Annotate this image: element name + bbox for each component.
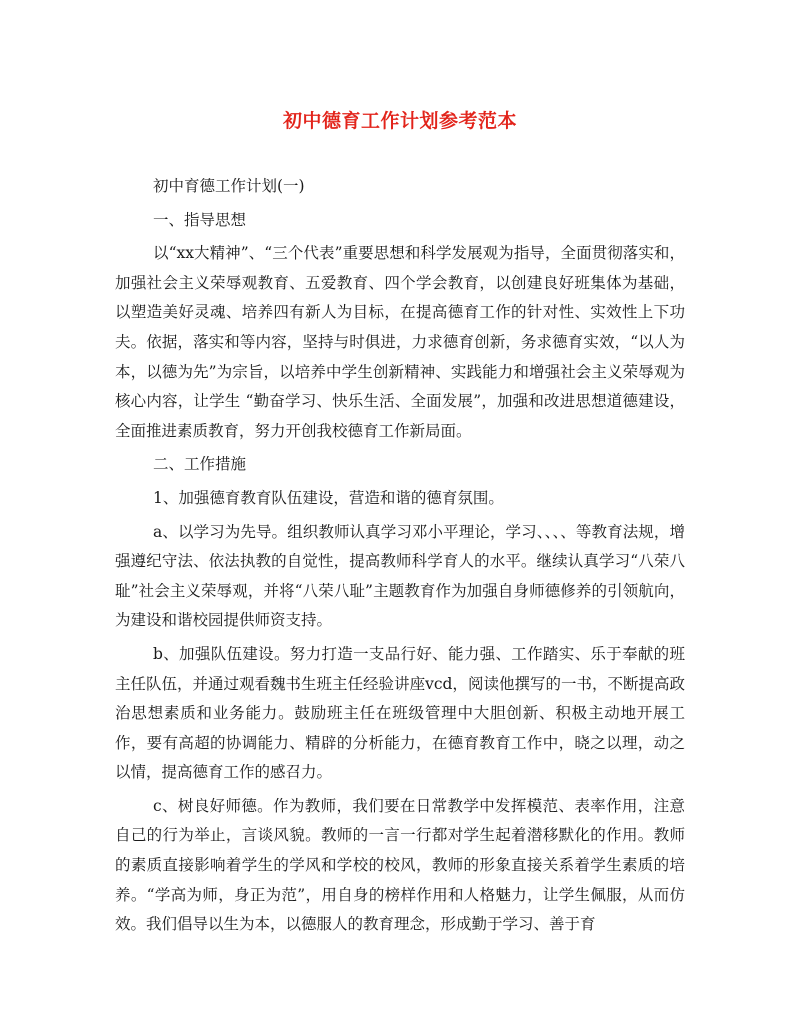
section-title: 初中育德工作计划(一)	[153, 177, 305, 195]
heading-work-measures: 二、工作措施	[153, 455, 247, 474]
paragraph-measure-a: a、以学习为先导。组织教师认真学习邓小平理论，学习、、、、等教育法规，增强遵纪守法、依法执教的自觉性，提高教师科学育人的水平。继续认真学习“八荣八耻”社会主义荣辱观，并将“八荣八耻”主题教育作为加强自身师德修养的引领航向，为建设和谐校园提供师资支持。	[115, 522, 685, 630]
document-title: 初中德育工作计划参考范本	[282, 110, 517, 132]
paragraph-measure-c: c、树良好师德。作为教师，我们要在日常教学中发挥模范、表率作用，注意自己的行为举止，言谈风貌。教师的一言一行都对学生起着潜移默化的作用。教师的素质直接影响着学生的学风和学校的校风，教师的形象直接关系着学生素质的培养。“学高为师，身正为范”，用自身的榜样作用和人格魅力，让学生佩服，从而仿效。我们倡导以生为本，以德服人的教育理念，形成勤于学习、善于育	[115, 796, 685, 934]
heading-guiding-ideology: 一、指导思想	[153, 210, 247, 229]
paragraph-measure-1: 1、加强德育教育队伍建设，营造和谐的德育氛围。	[153, 488, 504, 507]
paragraph-guiding-ideology: 以“xx大精神”、“三个代表”重要思想和科学发展观为指导，全面贯彻落实和，加强社会主义荣辱观教育、五爱教育、四个学会教育，以创建良好班集体为基础，以塑造美好灵魂、培养四有新人为目标，在提高德育工作的针对性、实效性上下功夫。依据，落实和等内容，坚持与时俱进，力求德育创新，务求德育实效，“以人为本，以德为先”为宗旨，以培养中学生创新精神、实践能力和增强社会主义荣辱观为核心内容，让学生 “勤奋学习、快乐生活、全面发展”，加强和改进思想道德建设，全面推进素质教育，努力开创我校德育工作新局面。	[115, 244, 685, 440]
paragraph-measure-b: b、加强队伍建设。努力打造一支品行好、能力强、工作踏实、乐于奉献的班主任队伍，并通过观看魏书生班主任经验讲座vcd，阅读他撰写的一书，不断提高政治思想素质和业务能力。鼓励班主任在班级管理中大胆创新、积极主动地开展工作，要有高超的协调能力、精辟的分析能力，在德育教育工作中，晓之以理，动之以情，提高德育工作的感召力。	[115, 644, 685, 782]
document-body	[115, 172, 685, 944]
